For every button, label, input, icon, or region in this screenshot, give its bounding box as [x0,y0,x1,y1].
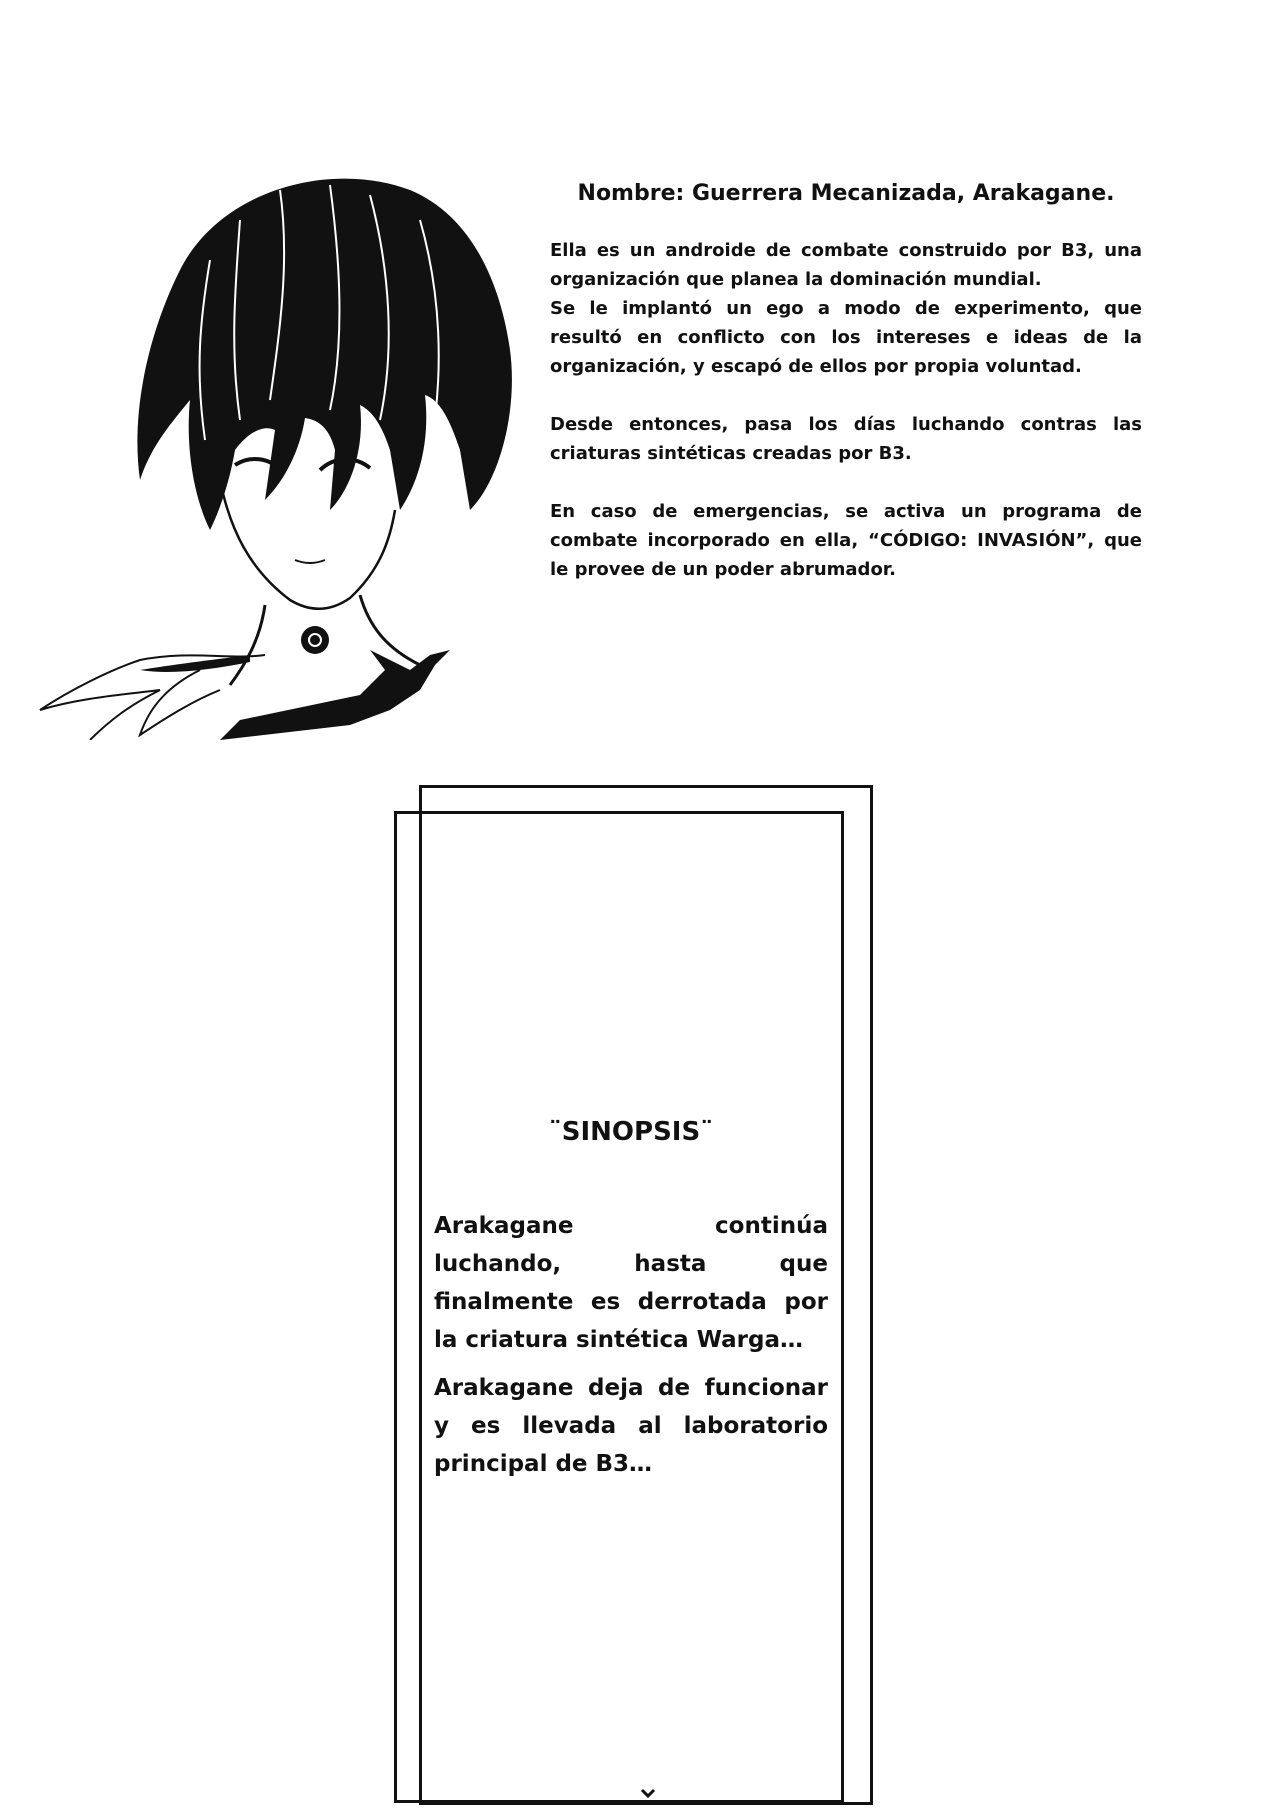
profile-paragraph-2: Desde entonces, pasa los días luchando contras las criaturas sintéticas creadas por B3. [550,414,1142,464]
brooch [301,626,329,654]
profile-line: Ella es un androide de combate construido por B3, una organización que planea la dominación mundial. [550,240,1142,290]
profile-paragraph-1 [550,236,1142,381]
character-name-title: Nombre: Guerrera Mecanizada, Arakagane. [577,181,1115,206]
synopsis-paragraph: Arakagane continúa luchando, hasta que finalmente es derrotada por la criatura sintética Warga… [434,1213,828,1353]
face-outline [220,480,395,609]
synopsis-paragraph: Arakagane deja de funcionar y es llevada al laboratorio principal de B3… [434,1375,828,1477]
mouth [295,560,325,563]
character-profile [550,180,1142,613]
cravat [40,655,265,740]
profile-line: Se le implantó un ego a modo de experimento, que resultó en conflicto con los intereses e ideas de la organización, y escapó de ellos por propia voluntad. [550,298,1142,377]
hair-shape [137,179,512,530]
synopsis-heading: ¨SINOPSIS¨ [548,1117,714,1147]
character-illustration [30,150,550,740]
chevron-down-icon [640,1788,656,1798]
synopsis-section [434,1115,828,1493]
profile-paragraph-3: En caso de emergencias, se activa un programa de combate incorporado en ella, “CÓDIGO: INVASIÓN”, que le provee de un poder abrumador. [550,501,1142,580]
